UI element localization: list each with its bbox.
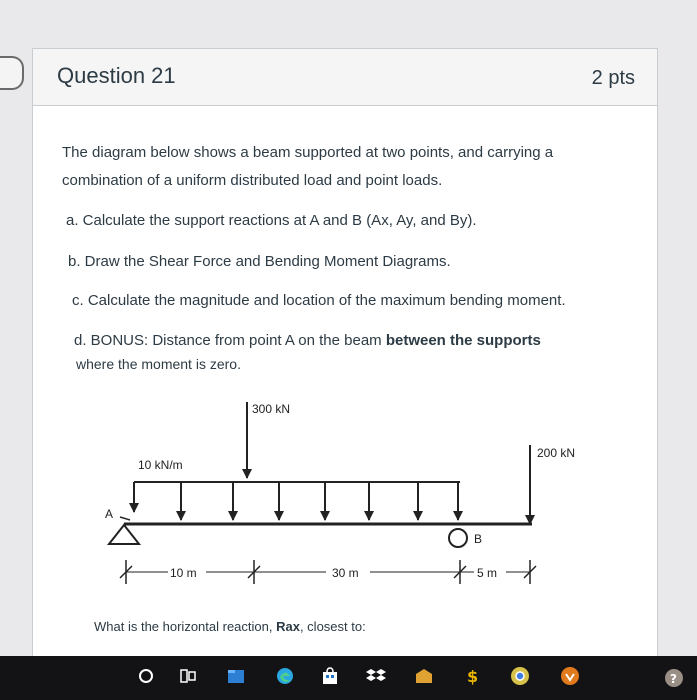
dim-30-label: 30 m bbox=[332, 566, 359, 580]
footer-bold: Rax bbox=[276, 619, 300, 634]
dim-5-label: 5 m bbox=[477, 566, 498, 580]
intro-line-1: The diagram below shows a beam supported at two points, and carrying a bbox=[62, 144, 554, 161]
point-load-300-label: 300 kN bbox=[252, 402, 291, 416]
file-explorer-icon[interactable] bbox=[226, 666, 246, 686]
store-icon[interactable] bbox=[320, 666, 340, 686]
udl-arrows bbox=[134, 482, 458, 520]
support-a-label: A bbox=[105, 507, 114, 521]
udl-label: 10 kN/m bbox=[138, 458, 183, 472]
help-icon[interactable] bbox=[664, 668, 684, 688]
mail-icon[interactable] bbox=[414, 666, 434, 686]
task-view-icon[interactable] bbox=[178, 666, 198, 686]
support-a-reaction-arrow bbox=[120, 517, 130, 520]
cortana-icon[interactable] bbox=[136, 666, 156, 686]
part-a-text: a. Calculate the support reactions at A and B (Ax, Ay, and By). bbox=[66, 212, 477, 229]
support-b-roller bbox=[449, 529, 467, 547]
part-d-line-2: where the moment is zero. bbox=[76, 356, 241, 372]
svg-text:$: $ bbox=[467, 667, 479, 686]
part-d-prefix: d. BONUS: Distance from point A on the beam bbox=[74, 332, 386, 349]
support-a-pin bbox=[109, 525, 139, 544]
dim-10-label: 10 m bbox=[170, 566, 197, 580]
part-d-bold: between the supports bbox=[385, 332, 541, 349]
chrome-icon[interactable] bbox=[510, 666, 530, 686]
horizontal-reaction-question bbox=[94, 615, 366, 639]
part-c-text: c. Calculate the magnitude and location of the maximum bending moment. bbox=[72, 292, 566, 309]
dollar-icon[interactable] bbox=[462, 666, 482, 686]
dropbox-icon[interactable] bbox=[366, 666, 386, 686]
footer-prefix: What is the horizontal reaction, bbox=[94, 619, 277, 634]
edge-icon[interactable] bbox=[275, 666, 295, 686]
vlc-icon[interactable] bbox=[560, 666, 580, 686]
part-b-text: b. Draw the Shear Force and Bending Moment Diagrams. bbox=[68, 253, 451, 270]
footer-suffix: , closest to: bbox=[299, 619, 366, 634]
intro-line-2: combination of a uniform distributed load and point loads. bbox=[62, 172, 443, 189]
taskbar bbox=[0, 656, 697, 700]
question-points: 2 pts bbox=[591, 67, 635, 89]
point-load-200-label: 200 kN bbox=[537, 446, 576, 460]
svg-text:?: ? bbox=[670, 672, 677, 686]
question-title: Question 21 bbox=[57, 63, 176, 88]
support-b-label: B bbox=[474, 532, 483, 546]
